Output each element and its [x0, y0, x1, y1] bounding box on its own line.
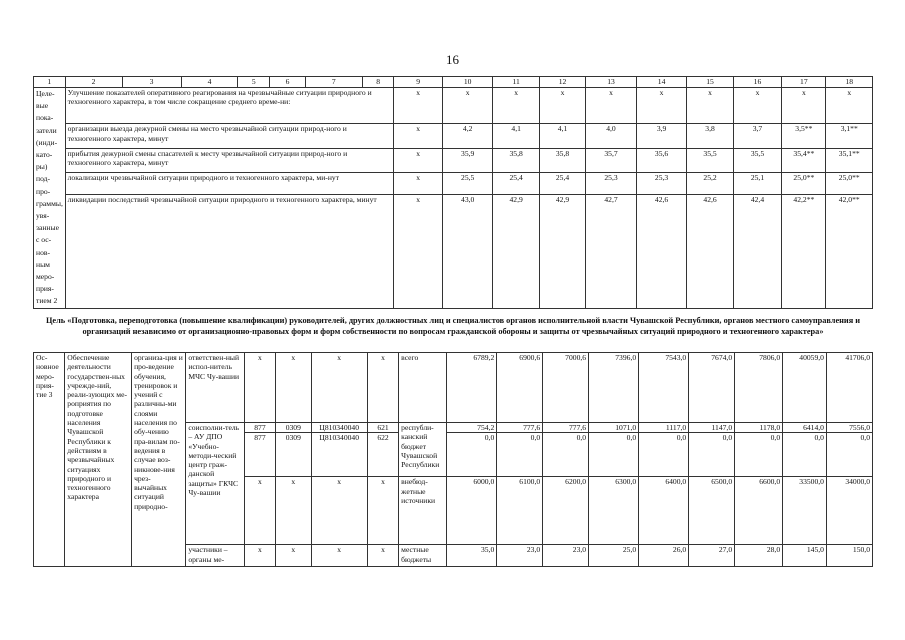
table-cell: 25,4	[539, 173, 585, 195]
indicator-text: ликвидации последствий чрезвычайной ситуации природного и техногенного характера, минут	[65, 195, 394, 308]
table-cell: 35,8	[493, 148, 539, 172]
col-header: 5	[238, 77, 270, 88]
table-cell: 4,0	[586, 124, 637, 148]
table-cell: 777,6	[543, 423, 589, 433]
table-cell: x	[244, 353, 275, 423]
table-cell: x	[367, 353, 398, 423]
table-cell: 6300,0	[589, 477, 639, 545]
table-cell: x	[394, 195, 442, 308]
table-cell: 4,1	[539, 124, 585, 148]
table-cell: 4,1	[493, 124, 539, 148]
table-cell: 1147,0	[689, 423, 735, 433]
table-cell: 3,9	[636, 124, 687, 148]
col-header: 10	[442, 77, 493, 88]
table-cell: x	[493, 88, 539, 124]
col-header: 12	[539, 77, 585, 88]
table-cell: 42,4	[733, 195, 781, 308]
col-header: 13	[586, 77, 637, 88]
table-cell: 3,8	[687, 124, 733, 148]
table-cell: x	[394, 173, 442, 195]
table-cell: 3,1**	[826, 124, 873, 148]
col-header: 6	[270, 77, 306, 88]
table-cell: 145,0	[783, 545, 827, 567]
table-cell: x	[394, 124, 442, 148]
indicator-text: локализации чрезвычайной ситуации природного и техногенного характера, ми-нут	[65, 173, 394, 195]
table-cell: 0309	[276, 423, 311, 433]
table-cell: 35,8	[539, 148, 585, 172]
event-description: Обеспечение деятельности государствен-ных учрежде-ний, реали-зующих ме-роприятия по подготовке населения Чувашской Республики к действиям в чрезвычайных ситуациях природного и техногенного характера	[65, 353, 132, 567]
table-cell: 6414,0	[783, 423, 827, 433]
col-header: 16	[733, 77, 781, 88]
table-cell: 0,0	[689, 433, 735, 477]
table-cell: 3,5**	[782, 124, 826, 148]
col-header: 14	[636, 77, 687, 88]
table-cell: 27,0	[689, 545, 735, 567]
table-cell: 877	[244, 433, 275, 477]
table-cell: 6500,0	[689, 477, 735, 545]
table-cell: 877	[244, 423, 275, 433]
table-cell: x	[394, 148, 442, 172]
table-cell: 41706,0	[826, 353, 872, 423]
col-header: 3	[122, 77, 181, 88]
table-cell: 6400,0	[639, 477, 689, 545]
responsible-executor: ответствен-ный испол-нитель МЧС Чу-вашии	[186, 353, 244, 423]
table-cell: 7543,0	[639, 353, 689, 423]
page-number: 16	[446, 52, 459, 67]
table-cell: x	[782, 88, 826, 124]
table-cell: 42,6	[687, 195, 733, 308]
table-cell: x	[244, 477, 275, 545]
participants: участники – органы ме-	[186, 545, 244, 567]
table-cell: 25,2	[687, 173, 733, 195]
col-header: 17	[782, 77, 826, 88]
table-cell: 7396,0	[589, 353, 639, 423]
table-cell: 35,6	[636, 148, 687, 172]
table-cell: x	[586, 88, 637, 124]
table-cell: 0,0	[735, 433, 783, 477]
table-cell: x	[367, 477, 398, 545]
table-cell: x	[311, 545, 367, 567]
table-cell: 0,0	[497, 433, 543, 477]
table-cell: x	[367, 545, 398, 567]
table-cell: 35,4**	[782, 148, 826, 172]
table-cell: x	[276, 545, 311, 567]
col-header: 9	[394, 77, 442, 88]
table-cell: 0,0	[639, 433, 689, 477]
table-cell: x	[394, 88, 442, 124]
table-cell: 777,6	[497, 423, 543, 433]
table-cell: 23,0	[543, 545, 589, 567]
table-cell: 35,1**	[826, 148, 873, 172]
table-cell: 35,5	[733, 148, 781, 172]
table-cell: 35,7	[586, 148, 637, 172]
table-cell: 25,3	[636, 173, 687, 195]
table-cell: Ц810340040	[311, 433, 367, 477]
funding-source: всего	[399, 353, 447, 423]
table-cell: x	[276, 353, 311, 423]
table-cell: 23,0	[497, 545, 543, 567]
table-cell: 7556,0	[826, 423, 872, 433]
col-header: 11	[493, 77, 539, 88]
table-cell: 4,2	[442, 124, 493, 148]
col-header: 8	[362, 77, 394, 88]
table-cell: 42,9	[493, 195, 539, 308]
table-row	[34, 148, 873, 172]
table-cell: 25,3	[586, 173, 637, 195]
col-header: 4	[181, 77, 238, 88]
indicator-text: прибытия дежурной смены спасателей к месту чрезвычайной ситуации природ-ного и техногенного характера, минут	[65, 148, 394, 172]
col-header: 18	[826, 77, 873, 88]
table-cell: 6000,0	[447, 477, 497, 545]
table-cell: x	[826, 88, 873, 124]
table-cell: 7806,0	[735, 353, 783, 423]
table-cell: 7674,0	[689, 353, 735, 423]
table-cell: 754,2	[447, 423, 497, 433]
table-row	[34, 195, 873, 308]
table-cell: 35,5	[687, 148, 733, 172]
event-label: Ос-новное меро-прия-тие 3	[34, 353, 65, 567]
indicator-group-label: Целе-вые пока-затели (инди-като-ры) под-про-граммы, увя-занные с ос-нов-ным меро-прия-тием 2	[34, 88, 66, 309]
table-cell: 6900,6	[497, 353, 543, 423]
table-cell: 6100,0	[497, 477, 543, 545]
table-cell: 25,0**	[826, 173, 873, 195]
table-cell: Ц810340040	[311, 423, 367, 433]
table-cell: 43,0	[442, 195, 493, 308]
table-cell: 6789,2	[447, 353, 497, 423]
table-cell: x	[539, 88, 585, 124]
table-cell: 25,0**	[782, 173, 826, 195]
table-cell: 25,4	[493, 173, 539, 195]
table-cell: 28,0	[735, 545, 783, 567]
col-header: 1	[34, 77, 66, 88]
table-cell: 1178,0	[735, 423, 783, 433]
table-cell: 34000,0	[826, 477, 872, 545]
funding-table	[33, 352, 873, 567]
table-cell: x	[636, 88, 687, 124]
table-cell: 6600,0	[735, 477, 783, 545]
table-cell: 40059,0	[783, 353, 827, 423]
table-cell: 42,6	[636, 195, 687, 308]
table-row	[34, 88, 873, 124]
table-row	[34, 173, 873, 195]
table-cell: x	[311, 477, 367, 545]
goal-heading: Цель «Подготовка, переподготовка (повышение квалификации) руководителей, других должностных лиц и специалистов органов исполнительной власти Чувашской Республики, органов местного самоуправления и организаций независимо от организационно-правовых форм и форм собственности по вопросам гражданской обороны и защиты от чрезвычайных ситуаций природного и техногенного характера»	[45, 316, 861, 336]
table-cell: 26,0	[639, 545, 689, 567]
table-cell: x	[733, 88, 781, 124]
table-cell: 621	[367, 423, 398, 433]
table-cell: 35,0	[447, 545, 497, 567]
table-cell: x	[311, 353, 367, 423]
table-cell: 35,9	[442, 148, 493, 172]
table-cell: 0,0	[447, 433, 497, 477]
table-cell: 25,1	[733, 173, 781, 195]
table-cell: 1117,0	[639, 423, 689, 433]
col-header: 15	[687, 77, 733, 88]
col-header: 2	[65, 77, 122, 88]
table-cell: x	[244, 545, 275, 567]
table-cell: 42,7	[586, 195, 637, 308]
table-cell: 33500,0	[783, 477, 827, 545]
table-cell: 7000,6	[543, 353, 589, 423]
table-cell: 42,0**	[826, 195, 873, 308]
indicator-text: Улучшение показателей оперативного реагирования на чрезвычайные ситуации природного и техногенного характера, в том числе сокращение среднего време-ни:	[65, 88, 394, 124]
table-cell: 25,5	[442, 173, 493, 195]
table-cell: 0,0	[543, 433, 589, 477]
table-cell: 1071,0	[589, 423, 639, 433]
table-cell: 150,0	[826, 545, 872, 567]
table-cell: 0,0	[826, 433, 872, 477]
table-cell: 0,0	[783, 433, 827, 477]
event-activities: организа-ция и про-ведение обучения, тренировок и учений с различны-ми слоями населения по обу-чению пра-вилам по-ведения в случае воз-никнове-ния чрез-вычайных ситуаций природно-	[132, 353, 186, 567]
table-cell: x	[442, 88, 493, 124]
table-cell: 622	[367, 433, 398, 477]
table-cell: 3,7	[733, 124, 781, 148]
co-executor: соисполни-тель – АУ ДПО «Учебно-методи-ческий центр граж-данской защиты» ГКЧС Чу-вашии	[186, 423, 244, 545]
col-header: 7	[305, 77, 362, 88]
table-cell: 0,0	[589, 433, 639, 477]
table-cell: 0309	[276, 433, 311, 477]
indicators-table	[33, 76, 873, 309]
funding-source: республи-канский бюджет Чувашской Республики	[399, 423, 447, 477]
table-cell: x	[276, 477, 311, 545]
table-row	[34, 353, 873, 423]
table-cell: 42,9	[539, 195, 585, 308]
funding-source: местные бюджеты	[399, 545, 447, 567]
indicator-text: организации выезда дежурной смены на место чрезвычайной ситуации природ-ного и техногенного характера, минут	[65, 124, 394, 148]
table-cell: 6200,0	[543, 477, 589, 545]
table-cell: 25,0	[589, 545, 639, 567]
column-number-row	[34, 77, 873, 88]
table-cell: 42,2**	[782, 195, 826, 308]
table-cell: x	[687, 88, 733, 124]
funding-source: внебюд-жетные источники	[399, 477, 447, 545]
table-row	[34, 124, 873, 148]
